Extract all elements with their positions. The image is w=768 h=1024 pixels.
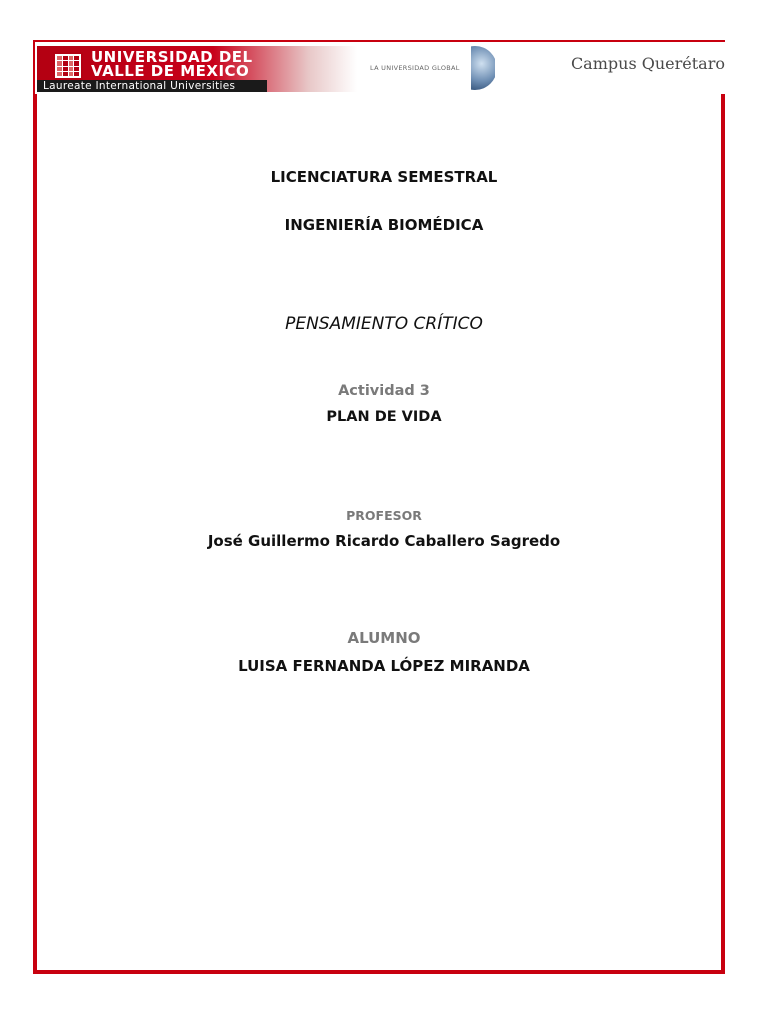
uvm-name-line2: VALLE DE MEXICO — [91, 62, 250, 80]
student-label: ALUMNO — [347, 629, 421, 647]
degree-title: INGENIERÍA BIOMÉDICA — [284, 216, 484, 234]
course-title: PENSAMIENTO CRÍTICO — [285, 314, 483, 334]
laureate-text: Laureate International Universities — [43, 80, 236, 92]
professor-label: PROFESOR — [346, 508, 422, 523]
professor-name: José Guillermo Ricardo Caballero Sagredo — [207, 532, 561, 550]
uvm-emblem-icon — [53, 52, 83, 80]
tagline-text: LA UNIVERSIDAD GLOBAL — [370, 64, 460, 72]
campus-name: Campus Querétaro — [570, 54, 725, 73]
activity-title: PLAN DE VIDA — [326, 409, 442, 425]
program-title: LICENCIATURA SEMESTRAL — [270, 168, 498, 186]
header-band — [35, 42, 725, 94]
uvm-logo — [37, 46, 357, 92]
uvm-name-line1: UNIVERSIDAD DEL — [91, 48, 253, 66]
activity-label: Actividad 3 — [338, 383, 430, 399]
student-name: LUISA FERNANDA LÓPEZ MIRANDA — [238, 657, 530, 675]
globe-icon — [471, 44, 495, 92]
